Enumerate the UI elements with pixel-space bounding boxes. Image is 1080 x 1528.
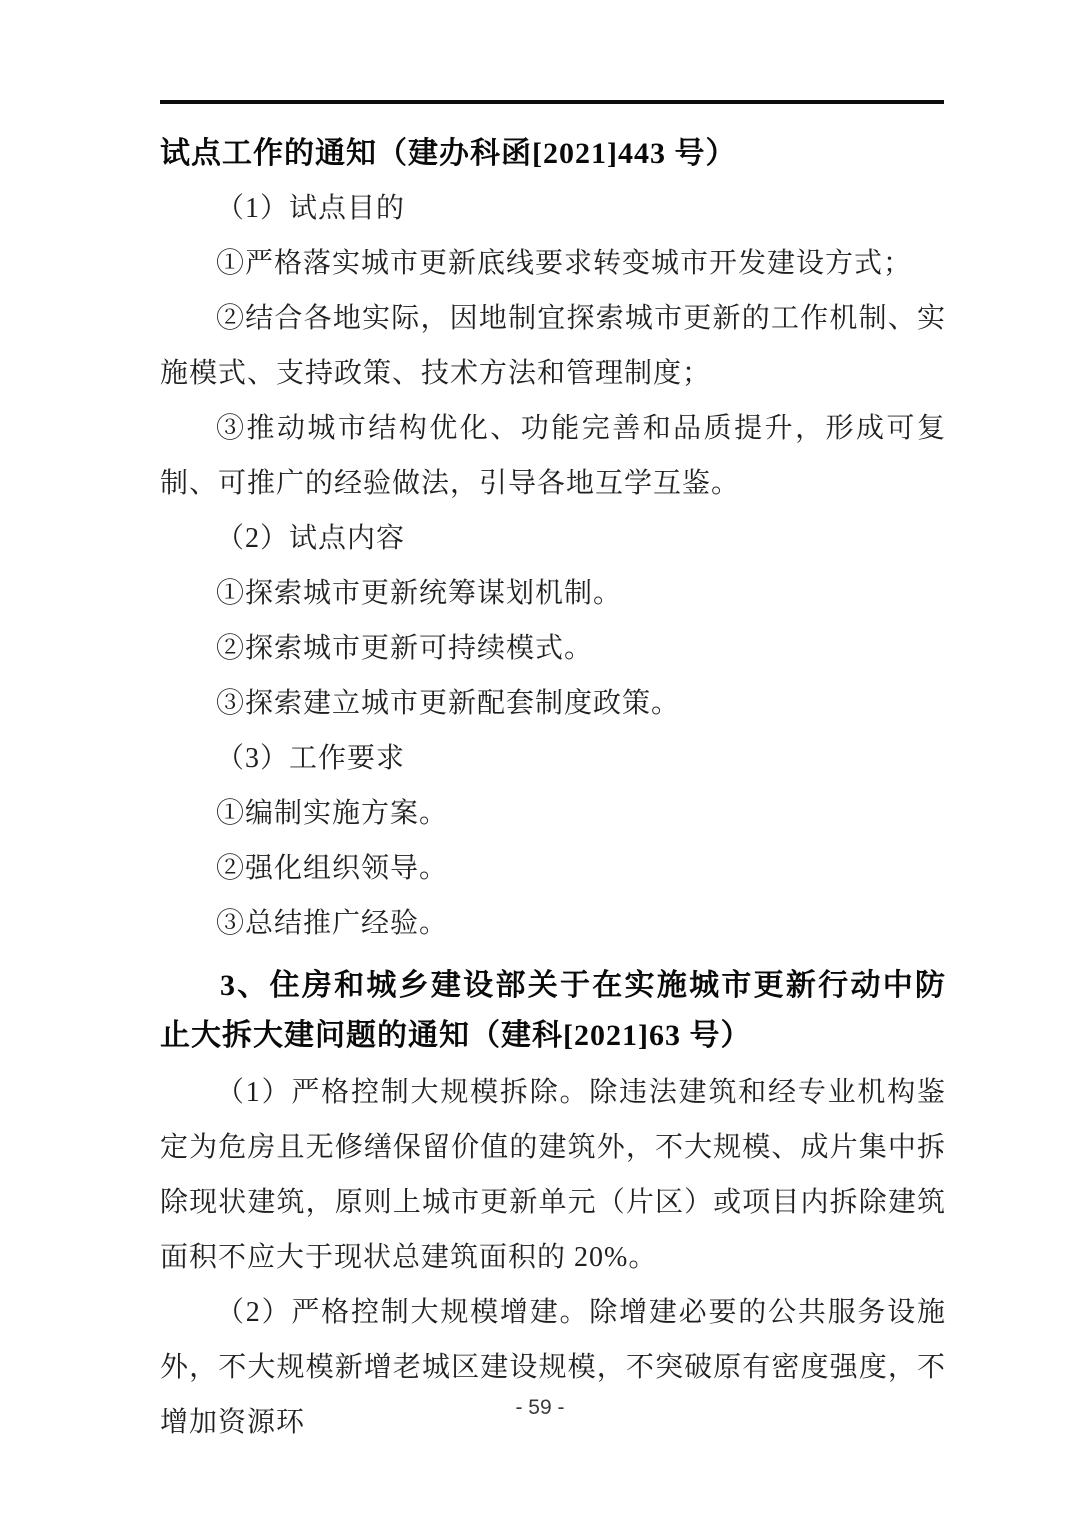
paragraph: ②结合各地实际，因地制宜探索城市更新的工作机制、实施模式、支持政策、技术方法和管理制度；: [160, 303, 946, 389]
paragraph: （1）严格控制大规模拆除。除违法建筑和经专业机构鉴定为危房且无修缮保留价值的建筑外，不大规模、成片集中拆除现状建筑，原则上城市更新单元（片区）或项目内拆除建筑面积不应大于现状总建筑面积的 20%。: [160, 1077, 946, 1273]
paragraph: （2）严格控制大规模增建。除增建必要的公共服务设施外，不大规模新增老城区建设规模，不突破原有密度强度，不增加资源环: [160, 1297, 946, 1438]
paragraph: ③探索建立城市更新配套制度政策。: [216, 688, 681, 719]
document-body: [160, 100, 946, 1450]
paragraph: ②强化组织领导。: [216, 853, 449, 884]
section-heading: 3、住房和城乡建设部关于在实施城市更新行动中防止大拆大建问题的通知（建科[2021]63 号）: [160, 969, 946, 1052]
header-rule: [160, 100, 944, 104]
paragraph: ③推动城市结构优化、功能完善和品质提升，形成可复制、可推广的经验做法，引导各地互学互鉴。: [160, 413, 946, 499]
paragraph: ①编制实施方案。: [216, 798, 449, 829]
sub-heading: （1）试点目的: [216, 193, 406, 224]
paragraph: ②探索城市更新可持续模式。: [216, 633, 594, 664]
paragraph: ①严格落实城市更新底线要求转变城市开发建设方式；: [216, 248, 913, 279]
sub-heading: （3）工作要求: [216, 743, 406, 774]
document-title-line: 试点工作的通知（建办科函[2021]443 号）: [160, 137, 737, 170]
page-number: - 59 -: [515, 1396, 565, 1419]
paragraph: ③总结推广经验。: [216, 908, 449, 939]
sub-heading: （2）试点内容: [216, 523, 406, 554]
paragraph: ①探索城市更新统筹谋划机制。: [216, 578, 623, 609]
